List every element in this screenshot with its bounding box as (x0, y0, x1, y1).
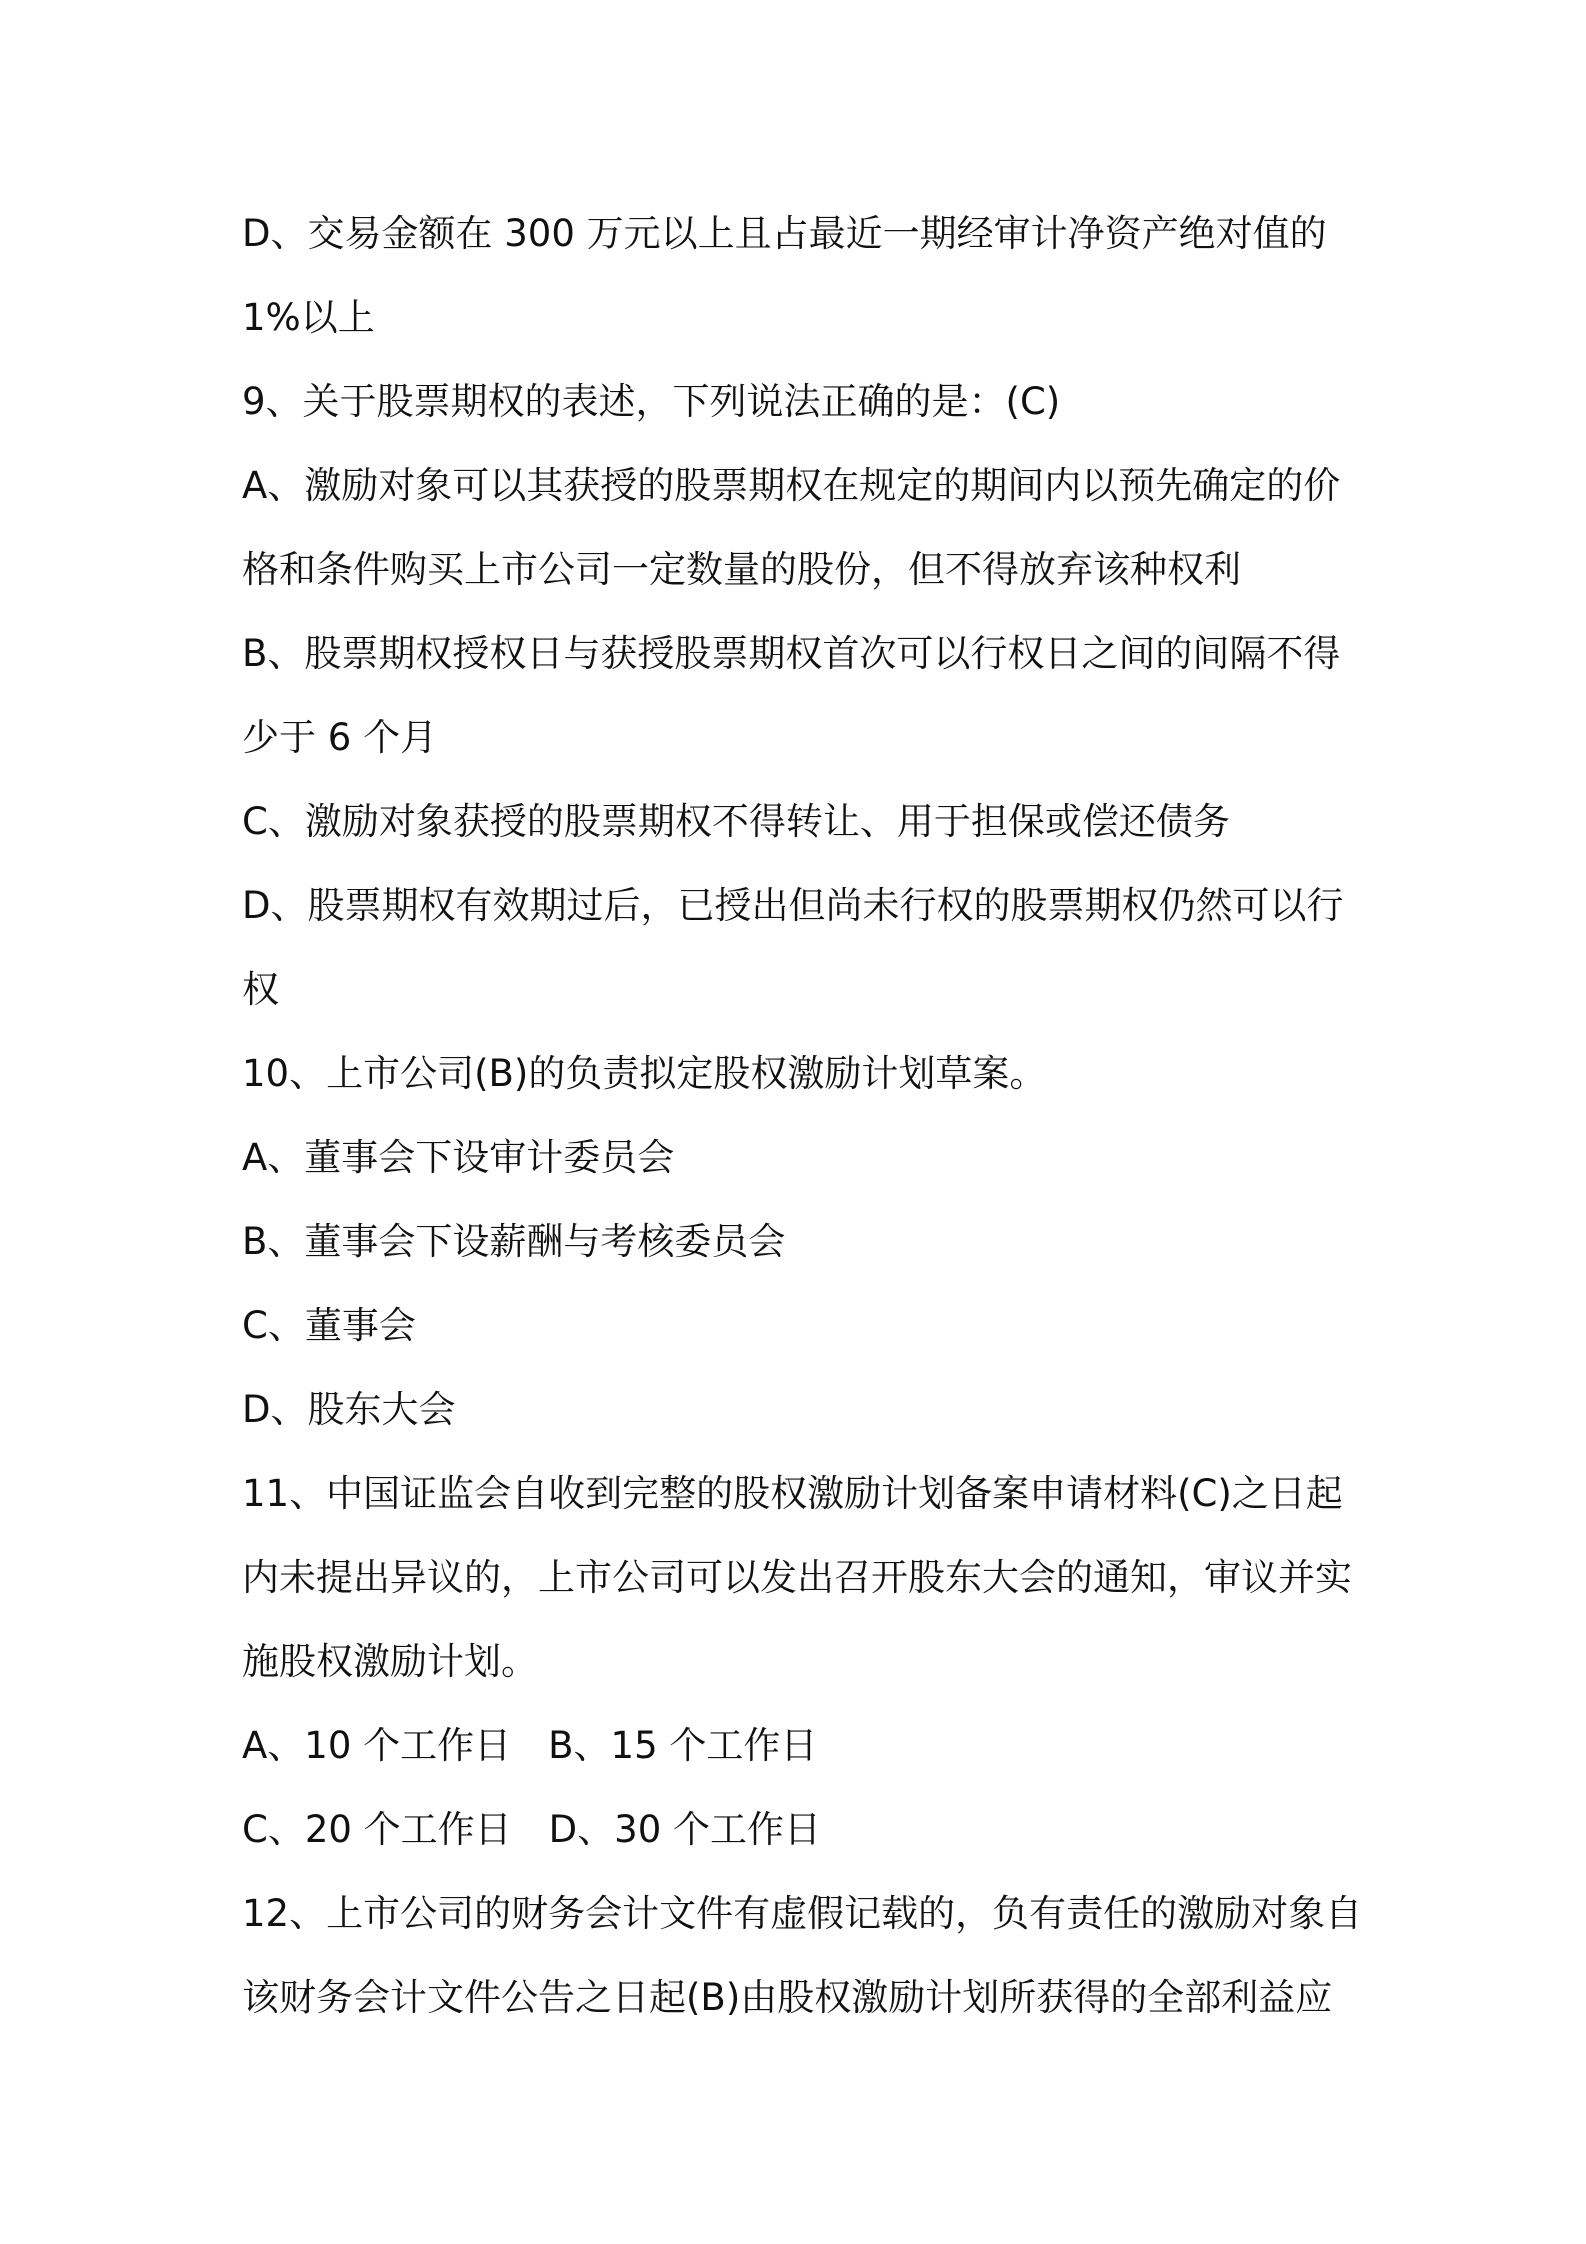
option-a-q10: A、董事会下设审计委员会 (242, 1136, 675, 1179)
option-a-q9-line2: 格和条件购买上市公司一定数量的股份，但不得放弃该种权利 (242, 548, 1241, 591)
option-b-q10: B、董事会下设薪酬与考核委员会 (242, 1220, 786, 1263)
question-11-line3: 施股权激励计划。 (242, 1640, 538, 1683)
option-d-q9-line1: D、股票期权有效期过后，已授出但尚未行权的股票期权仍然可以行 (242, 884, 1344, 927)
option-c-q9: C、激励对象获授的股票期权不得转让、用于担保或偿还债务 (242, 800, 1230, 843)
question-11-line2: 内未提出异议的，上市公司可以发出召开股东大会的通知，审议并实 (242, 1556, 1352, 1599)
option-b-q9-line1: B、股票期权授权日与获授股票期权首次可以行权日之间的间隔不得 (242, 632, 1341, 675)
options-ab-q11: A、10 个工作日 B、15 个工作日 (242, 1724, 818, 1767)
question-12-line2: 该财务会计文件公告之日起(B)由股权激励计划所获得的全部利益应 (242, 1976, 1333, 2019)
options-cd-q11: C、20 个工作日 D、30 个工作日 (242, 1808, 822, 1851)
question-9: 9、关于股票期权的表述，下列说法正确的是：(C) (242, 380, 1061, 423)
option-b-q9-line2: 少于 6 个月 (242, 716, 438, 759)
question-11-line1: 11、中国证监会自收到完整的股权激励计划备案申请材料(C)之日起 (242, 1472, 1343, 1515)
option-d-q8-line1: D、交易金额在 300 万元以上且占最近一期经审计净资产绝对值的 (242, 212, 1327, 255)
option-c-q10: C、董事会 (242, 1304, 416, 1347)
question-12-line1: 12、上市公司的财务会计文件有虚假记载的，负有责任的激励对象自 (242, 1892, 1363, 1935)
option-d-q10: D、股东大会 (242, 1388, 456, 1431)
option-d-q8-line2: 1%以上 (242, 296, 375, 339)
option-a-q9-line1: A、激励对象可以其获授的股票期权在规定的期间内以预先确定的价 (242, 464, 1341, 507)
document-body (242, 192, 1362, 2040)
option-d-q9-line2: 权 (242, 968, 279, 1011)
question-10: 10、上市公司(B)的负责拟定股权激励计划草案。 (242, 1052, 1047, 1095)
